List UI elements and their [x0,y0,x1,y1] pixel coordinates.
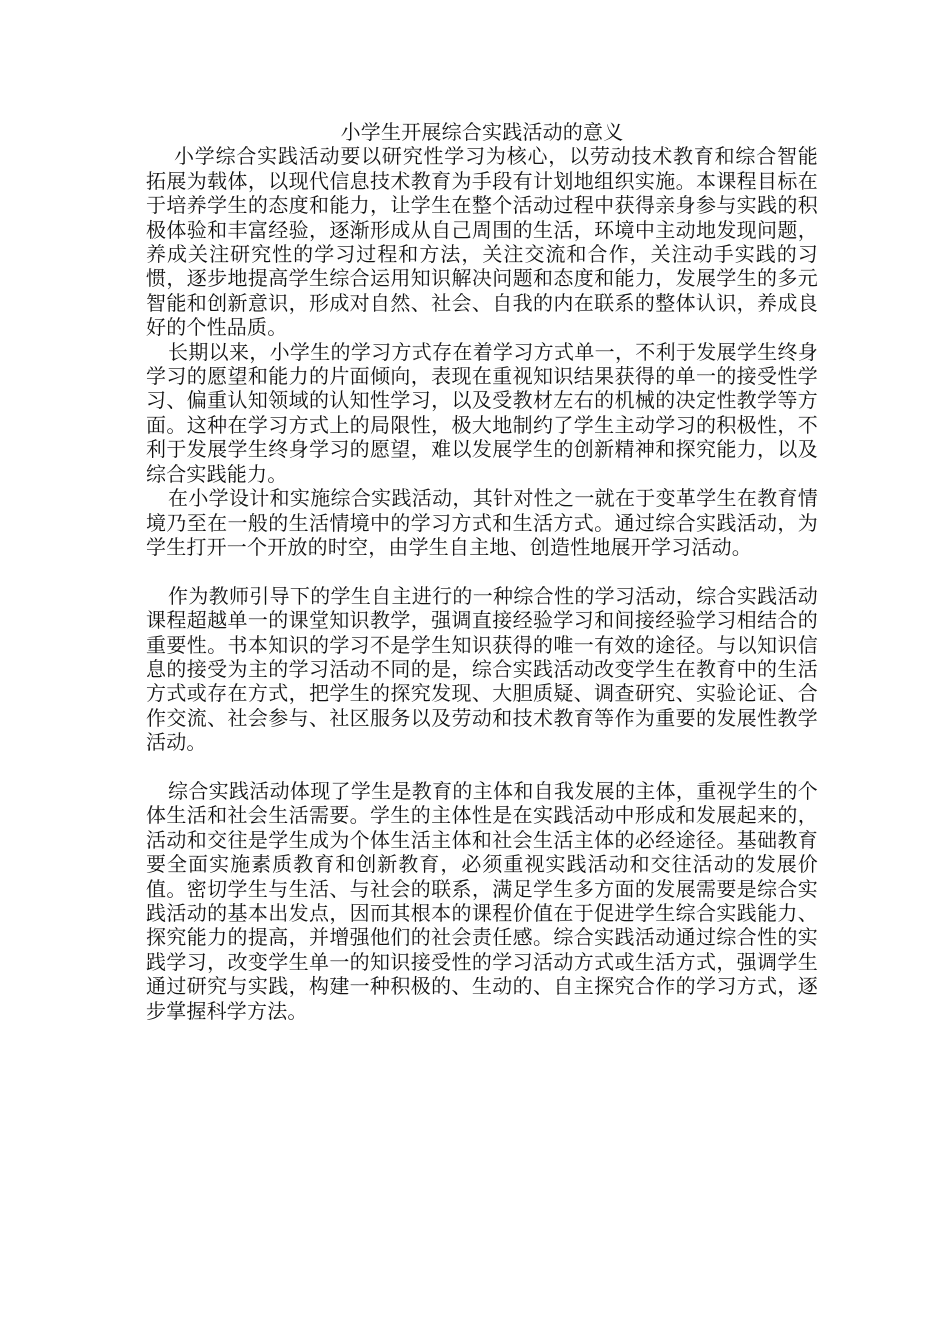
paragraph-spacer [146,755,818,779]
document-title: 小学生开展综合实践活动的意义 [340,120,624,144]
paragraph-3: 在小学设计和实施综合实践活动，其针对性之一就在于变革学生在教育情境乃至在一般的生活情境中的学习方式和生活方式。通过综合实践活动，为学生打开一个开放的时空，由学生自主地、创造性地展开学习活动。 [146,486,818,559]
paragraph-2: 长期以来，小学生的学习方式存在着学习方式单一，不利于发展学生终身学习的愿望和能力的片面倾向，表现在重视知识结果获得的单一的接受性学习、偏重认知领域的认知性学习，以及受教材左右的机械的决定性教学等方面。这种在学习方式上的局限性，极大地制约了学生主动学习的积极性，不利于发展学生终身学习的愿望，难以发展学生的创新精神和探究能力，以及综合实践能力。 [146,339,818,486]
paragraph-spacer [146,559,818,583]
paragraph-5: 综合实践活动体现了学生是教育的主体和自我发展的主体，重视学生的个体生活和社会生活需要。学生的主体性是在实践活动中形成和发展起来的，活动和交往是学生成为个体生活主体和社会生活主体的必经途径。基础教育要全面实施素质教育和创新教育，必须重视实践活动和交往活动的发展价值。密切学生与生活、与社会的联系，满足学生多方面的发展需要是综合实践活动的基本出发点，因而其根本的课程价值在于促进学生综合实践能力、探究能力的提高，并增强他们的社会责任感。综合实践活动通过综合性的实践学习，改变学生单一的知识接受性的学习活动方式或生活方式，强调学生通过研究与实践，构建一种积极的、生动的、自主探究合作的学习方式，逐步掌握科学方法。 [146,778,818,1023]
paragraph-4: 作为教师引导下的学生自主进行的一种综合性的学习活动，综合实践活动课程超越单一的课堂知识教学，强调直接经验学习和间接经验学习相结合的重要性。书本知识的学习不是学生知识获得的唯一有效的途径。与以知识信息的接受为主的学习活动不同的是，综合实践活动改变学生在教育中的生活方式或存在方式，把学生的探究发现、大胆质疑、调查研究、实验论证、合作交流、社会参与、社区服务以及劳动和技术教育等作为重要的发展性教学活动。 [146,583,818,755]
paragraph-1: 小学综合实践活动要以研究性学习为核心，以劳动技术教育和综合智能拓展为载体，以现代信息技术教育为手段有计划地组织实施。本课程目标在于培养学生的态度和能力，让学生在整个活动过程中获得亲身参与实践的积极体验和丰富经验，逐渐形成从自己周围的生活，环境中主动地发现问题，养成关注研究性的学习过程和方法，关注交流和合作，关注动手实践的习惯，逐步地提高学生综合运用知识解决问题和态度和能力，发展学生的多元智能和创新意识，形成对自然、社会、自我的内在联系的整体认识，养成良好的个性品质。 [146,144,818,340]
document-body [146,120,818,1023]
